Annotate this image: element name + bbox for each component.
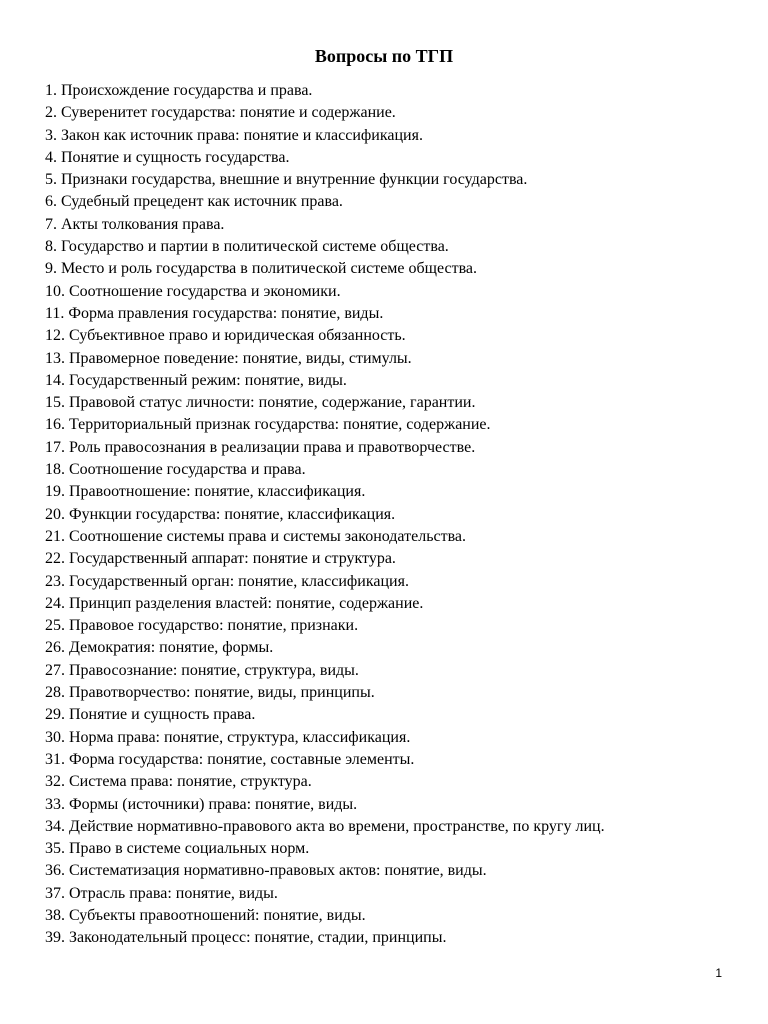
question-item: 39. Законодательный процесс: понятие, стадии, принципы.: [45, 929, 447, 947]
question-item: 11. Форма правления государства: понятие, виды.: [45, 304, 384, 322]
question-item: 8. Государство и партии в политической системе общества.: [45, 238, 449, 256]
question-item: 38. Субъекты правоотношений: понятие, виды.: [45, 906, 366, 924]
question-item: 6. Судебный прецедент как источник права.: [45, 193, 343, 211]
question-item: 3. Закон как источник права: понятие и классификация.: [45, 126, 423, 144]
question-item: 17. Роль правосознания в реализации права и правотворчестве.: [45, 438, 476, 456]
question-item: 10. Соотношение государства и экономики.: [45, 282, 341, 300]
question-item: 31. Форма государства: понятие, составные элементы.: [45, 750, 415, 768]
question-item: 36. Систематизация нормативно-правовых актов: понятие, виды.: [45, 862, 487, 880]
question-item: 9. Место и роль государства в политической системе общества.: [45, 260, 478, 278]
question-item: 20. Функции государства: понятие, классификация.: [45, 505, 396, 523]
question-item: 15. Правовой статус личности: понятие, содержание, гарантии.: [45, 394, 476, 412]
question-item: 22. Государственный аппарат: понятие и структура.: [45, 550, 396, 568]
question-item: 24. Принцип разделения властей: понятие, содержание.: [45, 594, 424, 612]
question-item: 21. Соотношение системы права и системы законодательства.: [45, 527, 467, 545]
question-item: 33. Формы (источники) права: понятие, виды.: [45, 795, 358, 813]
question-item: 2. Суверенитет государства: понятие и содержание.: [45, 104, 396, 122]
question-item: 14. Государственный режим: понятие, виды.: [45, 371, 347, 389]
question-item: 18. Соотношение государства и права.: [45, 461, 306, 479]
question-item: 19. Правоотношение: понятие, классификация.: [45, 483, 366, 501]
question-item: 5. Признаки государства, внешние и внутренние функции государства.: [45, 171, 528, 189]
question-item: 32. Система права: понятие, структура.: [45, 773, 312, 791]
question-item: 7. Акты толкования права.: [45, 215, 225, 233]
question-item: 23. Государственный орган: понятие, классификация.: [45, 572, 409, 590]
question-item: 12. Субъективное право и юридическая обязанность.: [45, 327, 406, 345]
question-item: 28. Правотворчество: понятие, виды, принципы.: [45, 684, 375, 702]
question-list: [45, 80, 745, 950]
question-item: 1. Происхождение государства и права.: [45, 82, 313, 99]
question-item: 13. Правомерное поведение: понятие, виды, стимулы.: [45, 349, 412, 367]
question-item: 29. Понятие и сущность права.: [45, 706, 256, 724]
question-item: 26. Демократия: понятие, формы.: [45, 639, 274, 657]
question-item: 35. Право в системе социальных норм.: [45, 840, 310, 858]
question-item: 30. Норма права: понятие, структура, классификация.: [45, 728, 411, 746]
question-item: 37. Отрасль права: понятие, виды.: [45, 884, 278, 902]
question-item: 27. Правосознание: понятие, структура, виды.: [45, 661, 359, 679]
question-item: 16. Территориальный признак государства: понятие, содержание.: [45, 416, 491, 434]
question-item: 25. Правовое государство: понятие, признаки.: [45, 617, 359, 635]
question-item: 34. Действие нормативно-правового акта во времени, пространстве, по кругу лиц.: [45, 817, 605, 835]
page-number: 1: [715, 966, 722, 980]
question-item: 4. Понятие и сущность государства.: [45, 148, 290, 166]
page-title: Вопросы по ТГП: [314, 46, 454, 66]
